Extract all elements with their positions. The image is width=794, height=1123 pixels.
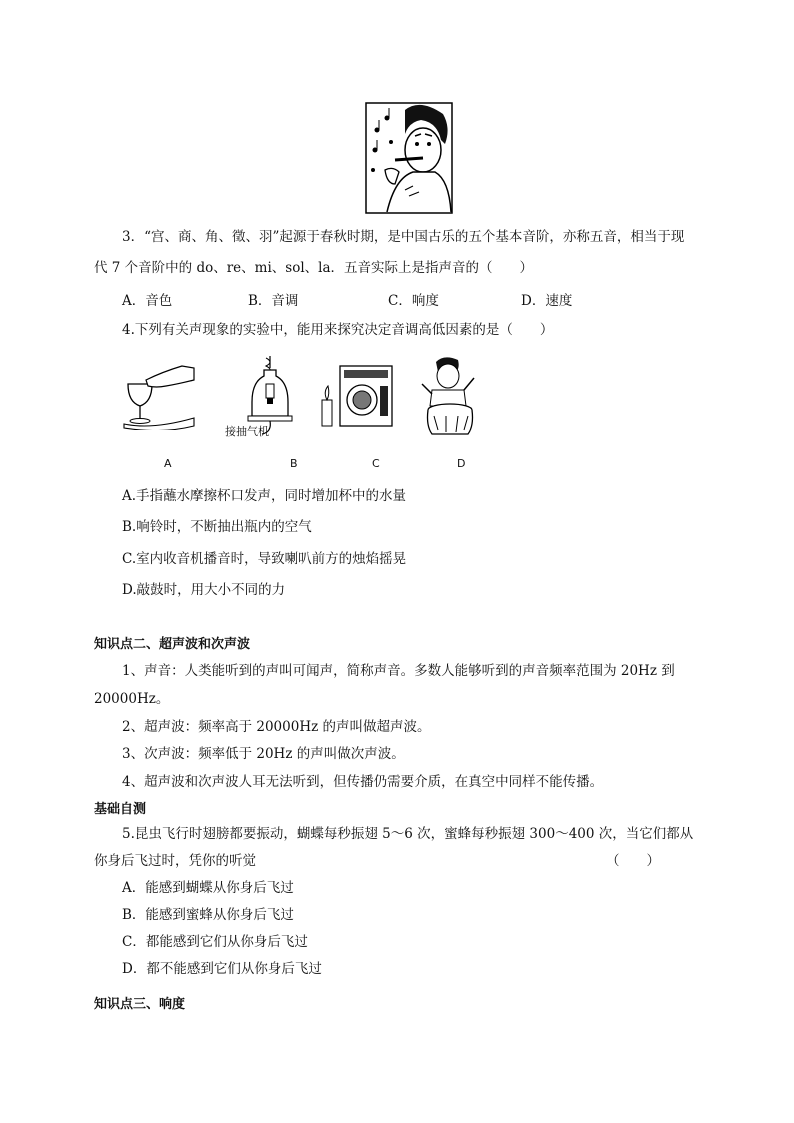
q5-stem-line2: 你身后飞过时，凭你的听觉 bbox=[94, 853, 256, 869]
q3-option-a: A．音色 bbox=[122, 293, 173, 309]
q5-option-d: D．都不能感到它们从你身后飞过 bbox=[122, 961, 322, 977]
figure-label-b: B bbox=[290, 457, 298, 470]
q5-option-c: C．都能感到它们从你身后飞过 bbox=[122, 934, 308, 950]
section2-title: 知识点二、超声波和次声波 bbox=[94, 637, 251, 652]
q4-option-d: D.敲鼓时，用大小不同的力 bbox=[122, 582, 286, 598]
section2-p1-line1: 1、声音：人类能听到的声叫可闻声，简称声音。多数人能够听到的声音频率范围为 20Hz 到 bbox=[122, 663, 675, 679]
figure-label-d: D bbox=[457, 457, 466, 470]
q4-option-c: C.室内收音机播音时，导致喇叭前方的烛焰摇晃 bbox=[122, 551, 407, 567]
figure-label-a: A bbox=[164, 457, 172, 470]
section2-p4: 4、超声波和次声波人耳无法听到，但传播仍需要介质，在真空中同样不能传播。 bbox=[122, 774, 604, 790]
section2-p1-line2: 20000Hz。 bbox=[94, 691, 170, 707]
section2-p2: 2、超声波：频率高于 20000Hz 的声叫做超声波。 bbox=[122, 719, 431, 735]
q3-option-b: B．音调 bbox=[248, 293, 299, 309]
q5-option-a: A．能感到蝴蝶从你身后飞过 bbox=[122, 880, 294, 896]
q4-stem: 4.下列有关声现象的实验中，能用来探究决定音调高低因素的是（ ） bbox=[122, 322, 554, 338]
q3-option-c: C．响度 bbox=[388, 293, 439, 309]
figure-label-c: C bbox=[372, 457, 380, 470]
q3-option-d: D．速度 bbox=[521, 293, 573, 309]
figure-b-pump-label: 接抽气机 bbox=[225, 425, 269, 438]
selftest-title: 基础自测 bbox=[94, 802, 147, 817]
figure-a-wine-glass bbox=[122, 362, 196, 430]
figure-d-drummer bbox=[418, 354, 480, 440]
q5-answer-paren: （ ） bbox=[606, 853, 660, 869]
q5-stem-line1: 5.昆虫飞行时翅膀都要振动，蝴蝶每秒振翅 5～6 次，蜜蜂每秒振翅 300～400 次，当它们都从 bbox=[122, 826, 694, 842]
figure-c-radio-candle bbox=[318, 362, 394, 432]
section3-title: 知识点三、响度 bbox=[94, 997, 186, 1012]
q4-option-b: B.响铃时，不断抽出瓶内的空气 bbox=[122, 519, 312, 535]
q3-stem-line1: 3．“宫、商、角、徵、羽”起源于春秋时期，是中国古乐的五个基本音阶，亦称五音，相当于现 bbox=[122, 229, 685, 245]
q3-stem-line2: 代 7 个音阶中的 do、re、mi、sol、la．五音实际上是指声音的（ ） bbox=[94, 260, 534, 276]
flute-player-illustration bbox=[365, 100, 455, 216]
q5-option-b: B．能感到蜜蜂从你身后飞过 bbox=[122, 907, 294, 923]
q4-option-a: A.手指蘸水摩擦杯口发声，同时增加杯中的水量 bbox=[122, 488, 407, 504]
section2-p3: 3、次声波：频率低于 20Hz 的声叫做次声波。 bbox=[122, 746, 405, 762]
